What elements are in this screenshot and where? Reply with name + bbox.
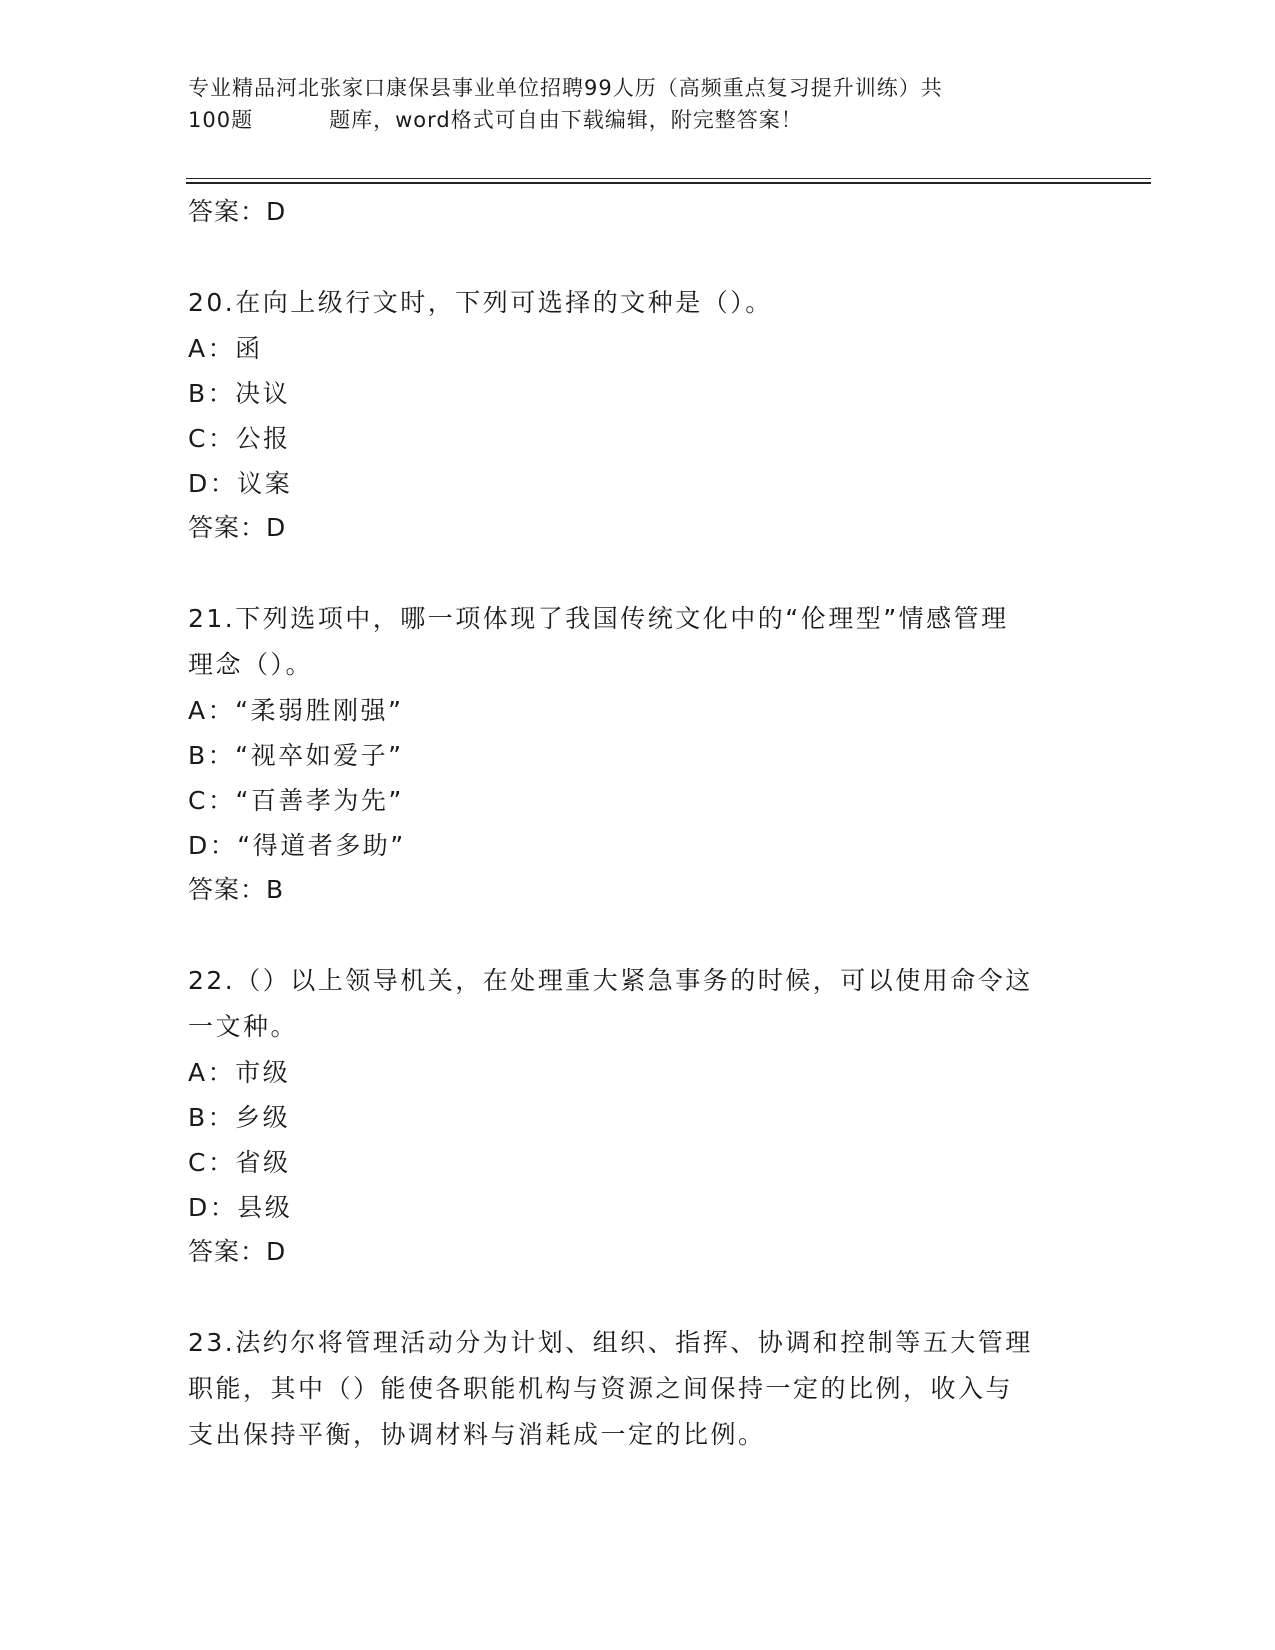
header-description: 题库，word格式可自由下载编辑，附完整答案！	[329, 108, 803, 132]
option-c: C：省级	[188, 1148, 291, 1177]
question-text-line2: 理念（）。	[188, 650, 314, 679]
answer-line: 答案：D	[188, 1237, 287, 1266]
option-d: D：县级	[188, 1193, 293, 1222]
answer-line: 答案：D	[188, 197, 287, 226]
header-divider-thick	[186, 182, 1151, 184]
question-block-21	[188, 596, 1088, 912]
option-a: A：市级	[188, 1058, 291, 1087]
question-text: 20.在向上级行文时，下列可选择的文种是（）。	[188, 288, 773, 317]
header-title-line2	[188, 104, 1068, 136]
option-b: B：“视卒如爱子”	[188, 741, 404, 770]
question-text-line1: 21.下列选项中，哪一项体现了我国传统文化中的“伦理型”情感管理	[188, 604, 1009, 633]
question-block-22	[188, 958, 1088, 1274]
option-c: C：公报	[188, 424, 291, 453]
question-text-line1: 22.（）以上领导机关，在处理重大紧急事务的时候，可以使用命令这	[188, 966, 1033, 995]
option-b: B：决议	[188, 379, 291, 408]
option-d: D：议案	[188, 469, 293, 498]
answer-line: 答案：D	[188, 513, 287, 542]
question-block-20	[188, 280, 1088, 550]
header-title-line1: 专业精品河北张家口康保县事业单位招聘99人历（高频重点复习提升训练）共	[188, 76, 943, 100]
question-block-23	[188, 1320, 1088, 1458]
page-header	[188, 72, 1068, 136]
answer-line: 答案：B	[188, 875, 285, 904]
option-b: B：乡级	[188, 1103, 291, 1132]
header-question-count: 100题	[188, 108, 254, 132]
document-body	[188, 190, 1088, 1458]
question-text-line3: 支出保持平衡，协调材料与消耗成一定的比例。	[188, 1420, 766, 1449]
option-d: D：“得道者多助”	[188, 831, 406, 860]
option-a: A：函	[188, 334, 263, 363]
question-text-line1: 23.法约尔将管理活动分为计划、组织、指挥、协调和控制等五大管理	[188, 1328, 1033, 1357]
question-text-line2: 职能，其中（）能使各职能机构与资源之间保持一定的比例，收入与	[188, 1374, 1014, 1403]
option-a: A：“柔弱胜刚强”	[188, 696, 404, 725]
header-divider-thin	[186, 178, 1151, 179]
option-c: C：“百善孝为先”	[188, 786, 404, 815]
question-text-line2: 一文种。	[188, 1012, 299, 1041]
